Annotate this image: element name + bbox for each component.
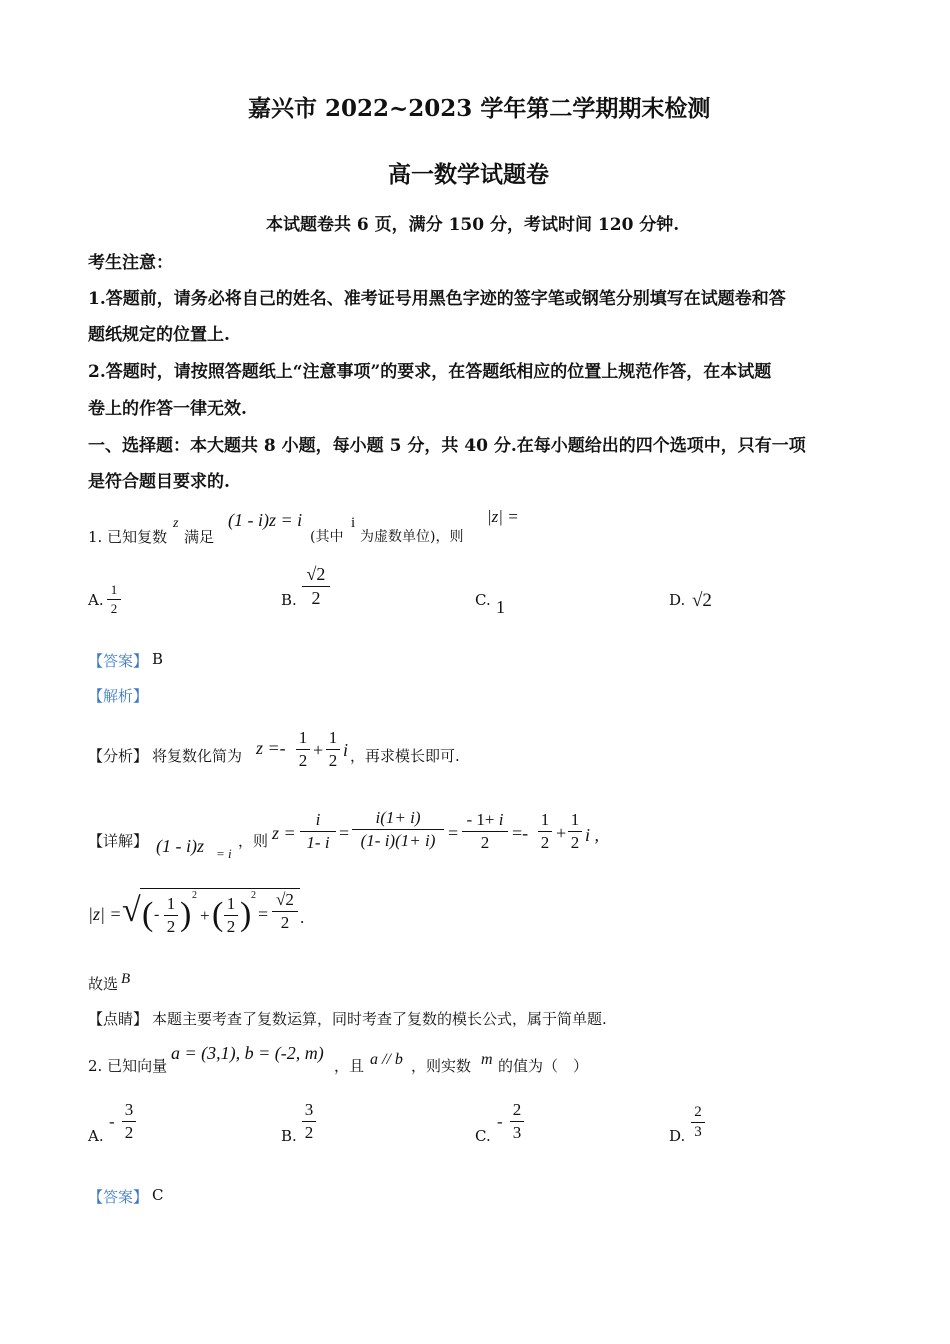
q1-option-c-label: C. — [475, 591, 491, 609]
q2-answer-tag: 【答案】 — [88, 1188, 149, 1206]
q2-var-m: m — [481, 1051, 493, 1068]
q2-option-c-minus: - — [497, 1112, 503, 1131]
q1-guxuan: 故选 — [88, 975, 119, 993]
q1-xiangjie-cond: (1 - i)z — [156, 836, 204, 856]
q2-stem-d: 的值为（ ） — [498, 1057, 589, 1075]
q1-guxuan-var: B — [121, 971, 131, 987]
section-heading-line-2: 是符合题目要求的. — [88, 472, 230, 492]
notice-item-2-line-1: 2.答题时，请按照答题纸上“注意事项”的要求，在答题纸相应的位置上规范作答，在本试题 — [88, 362, 772, 382]
q1-answer-tag: 【答案】 — [88, 652, 149, 670]
q2-stem-b: ，且 — [334, 1057, 365, 1075]
section-heading-line-1: 一、选择题：本大题共 8 小题，每小题 5 分，共 40 分.在每小题给出的四个选项中，只有一项 — [88, 436, 806, 456]
q1-ask: |z| = — [487, 507, 519, 526]
q2-option-b-label: B. — [281, 1127, 297, 1145]
q1-modulus-formula: |z| = √ ( - 1 2 ) 2 + ( 1 2 ) 2 = √2 2 . — [88, 884, 308, 948]
q2-option-c-label: C. — [475, 1127, 491, 1145]
q1-xiangjie-tag: 【详解】 — [88, 832, 149, 850]
q1-option-c-value: 1 — [496, 597, 505, 617]
q2-parallel: a // b — [370, 1051, 403, 1068]
notice-item-1-line-2: 题纸规定的位置上. — [88, 325, 230, 345]
q2-stem-a: 2. 已知向量 — [88, 1057, 168, 1075]
q1-answer: B — [152, 650, 164, 668]
notice-heading: 考生注意： — [88, 253, 173, 273]
q1-fenxi-text-b: ，再求模长即可. — [350, 747, 460, 765]
q1-xiangjie-formula: z = i 1- i = i(1+ i) (1- i)(1+ i) = - 1+ i 2 =- 1 2 + 1 2 i , — [272, 808, 600, 852]
q2-option-a-fraction: 3 2 — [122, 1100, 136, 1143]
q2-option-c-fraction: 2 3 — [510, 1100, 524, 1143]
notice-item-2-line-2: 卷上的作答一律无效. — [88, 399, 247, 419]
paper-title: 高一数学试题卷 — [388, 161, 549, 188]
q1-var-i: i — [351, 515, 356, 531]
q1-xiangjie-cond-eq: = i — [216, 846, 232, 861]
q1-option-a-label: A. — [88, 591, 104, 609]
q1-condition: (1 - i)z = i — [228, 510, 303, 530]
q2-answer: C — [152, 1186, 164, 1204]
q1-stem-a: 1. 已知复数 — [88, 528, 168, 546]
q1-xiangjie-text-a: ，则 — [238, 832, 269, 850]
q1-option-a-fraction: 1 2 — [107, 582, 121, 617]
q1-option-d-value: √2 — [692, 590, 712, 611]
q1-analysis-tag: 【解析】 — [88, 687, 149, 705]
q1-option-b-label: B. — [281, 591, 297, 609]
q2-stem-c: ，则实数 — [411, 1057, 472, 1075]
q1-dianjing-tag: 【点睛】 — [88, 1010, 149, 1028]
q1-stem-c: (其中 — [310, 529, 344, 545]
q1-option-b-fraction: √2 2 — [302, 564, 330, 609]
q1-fenxi-formula: z =- 1 2 + 1 2 i — [256, 728, 349, 770]
q2-option-a-minus: - — [109, 1112, 115, 1131]
exam-title: 嘉兴市 2022~2023 学年第二学期期末检测 — [248, 95, 711, 122]
q2-vectors: a = (3,1), b = (-2, m) — [171, 1043, 324, 1063]
q2-option-d-label: D. — [669, 1127, 686, 1145]
q1-fenxi-text-a: 将复数化简为 — [152, 747, 243, 765]
notice-item-1-line-1: 1.答题前，请务必将自己的姓名、准考证号用黑色字迹的签字笔或钢笔分别填写在试题卷和答 — [88, 289, 786, 309]
q1-stem-b: 满足 — [184, 528, 215, 546]
paper-info: 本试题卷共 6 页，满分 150 分，考试时间 120 分钟. — [266, 215, 680, 235]
q1-dianjing-text: 本题主要考查了复数运算，同时考查了复数的模长公式，属于简单题. — [152, 1010, 607, 1028]
q2-option-a-label: A. — [88, 1127, 104, 1145]
q1-var-z: z — [173, 516, 179, 531]
q1-stem-d: 为虚数单位)，则 — [360, 529, 464, 545]
q1-option-d-label: D. — [669, 591, 686, 609]
q2-option-d-fraction: 2 3 — [691, 1104, 705, 1141]
q1-fenxi-tag: 【分析】 — [88, 747, 149, 765]
q2-option-b-fraction: 3 2 — [302, 1100, 316, 1143]
